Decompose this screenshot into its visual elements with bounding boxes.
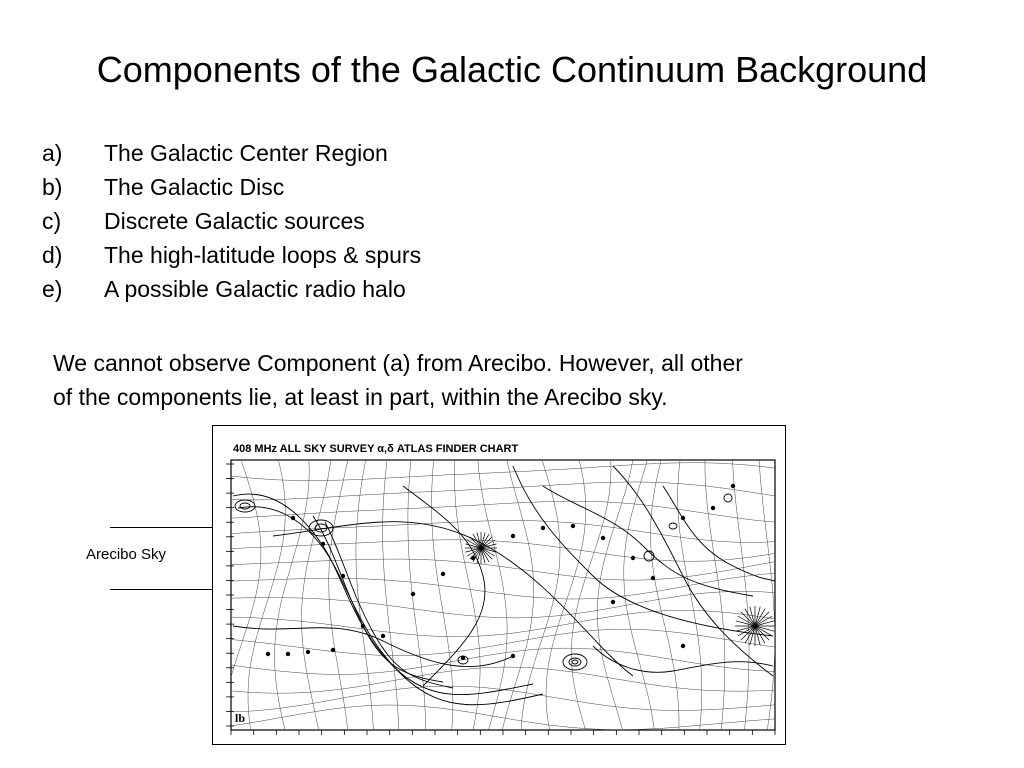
grid-parallel (231, 591, 775, 618)
list-item-letter: b) (42, 174, 63, 200)
source-contour (563, 654, 587, 670)
component-list (42, 136, 421, 306)
plane-marker (681, 516, 685, 520)
plane-marker (331, 648, 335, 652)
grid-meridian (624, 460, 655, 730)
source-contour (724, 494, 732, 502)
plane-marker (731, 484, 735, 488)
list-item-text: Discrete Galactic sources (104, 208, 365, 234)
plane-marker (441, 572, 445, 576)
grid-parallel (231, 648, 775, 674)
grid-meridian (521, 460, 560, 730)
arecibo-sky-upper-line (110, 527, 212, 528)
plane-marker (681, 644, 685, 648)
plane-marker (291, 516, 295, 520)
grid-meridian (597, 460, 633, 730)
plane-marker (381, 634, 385, 638)
list-item-text: The Galactic Center Region (104, 140, 388, 166)
grid-parallel (231, 610, 775, 636)
list-item-text: The Galactic Disc (104, 174, 285, 200)
contour-line (593, 646, 773, 672)
plane-marker (611, 600, 615, 604)
grid-meridian (432, 460, 453, 730)
list-item-text: A possible Galactic radio halo (104, 276, 406, 302)
plane-marker (541, 526, 545, 530)
source-contour (569, 658, 581, 666)
plane-marker (411, 592, 415, 596)
plane-marker (471, 556, 475, 560)
plane-marker (511, 534, 515, 538)
plane-marker (601, 536, 605, 540)
grid-meridian (356, 460, 374, 730)
list-item (42, 136, 421, 170)
grid-parallel (231, 559, 775, 580)
list-item (42, 238, 421, 272)
plane-marker (651, 576, 655, 580)
list-item (42, 170, 421, 204)
source-contour (572, 660, 578, 664)
list-item (42, 272, 421, 306)
paragraph-line: of the components lie, at least in part, within the Arecibo sky. (53, 384, 668, 410)
plane-marker (631, 556, 635, 560)
slide-title: Components of the Galactic Continuum Background (96, 49, 928, 90)
list-item-letter: c) (42, 208, 62, 234)
plane-marker (266, 652, 270, 656)
corner-mark: lb (235, 711, 246, 725)
contour-line (543, 486, 753, 596)
plane-marker (306, 650, 310, 654)
grid-meridian (302, 460, 331, 730)
grid-meridian (705, 460, 725, 730)
grid-meridian (546, 460, 586, 730)
grid-parallel (231, 705, 775, 730)
contour-line (313, 516, 443, 682)
plane-marker (361, 624, 365, 628)
plane-marker (286, 652, 290, 656)
grid-parallel (231, 540, 775, 561)
source-contour (235, 500, 255, 512)
sky-survey-chart-svg (213, 426, 785, 744)
list-item-letter: d) (42, 242, 63, 268)
list-item (42, 204, 421, 238)
plane-marker (571, 524, 575, 528)
grid-meridian (408, 460, 426, 730)
grid-parallel (231, 667, 775, 693)
grid-meridian (759, 460, 775, 730)
coordinate-grid (222, 460, 775, 730)
paragraph-line: We cannot observe Component (a) from Arecibo. However, all other (53, 350, 743, 376)
chart-title: 408 MHz ALL SKY SURVEY α,δ ATLAS FINDER CHART (233, 443, 519, 455)
plane-marker (321, 542, 325, 546)
galactic-pole-marks (465, 532, 775, 646)
list-item-letter: a) (42, 140, 63, 166)
brightness-contours (233, 466, 783, 705)
declination-ticks (226, 464, 234, 726)
source-contour (669, 523, 677, 529)
grid-meridian (455, 460, 481, 730)
plane-marker (341, 574, 345, 578)
arecibo-sky-lower-line (110, 589, 212, 590)
plane-marker (511, 654, 515, 658)
list-item-text: The high-latitude loops & spurs (104, 242, 422, 268)
grid-parallel (231, 629, 775, 655)
source-contour (240, 503, 250, 509)
grid-meridian (275, 460, 310, 730)
right-ascension-ticks (231, 730, 775, 735)
plane-marker (461, 656, 465, 660)
grid-parallel (231, 501, 775, 522)
plane-marker (711, 506, 715, 510)
grid-parallel (231, 482, 775, 500)
grid-meridian (651, 460, 679, 730)
grid-meridian (572, 460, 612, 730)
arecibo-paragraph (53, 346, 953, 414)
grid-parallel (231, 463, 775, 481)
arecibo-sky-label: Arecibo Sky (86, 546, 167, 563)
galactic-plane-markers (266, 484, 735, 660)
list-item-letter: e) (42, 276, 63, 302)
sky-survey-chart (212, 425, 786, 745)
